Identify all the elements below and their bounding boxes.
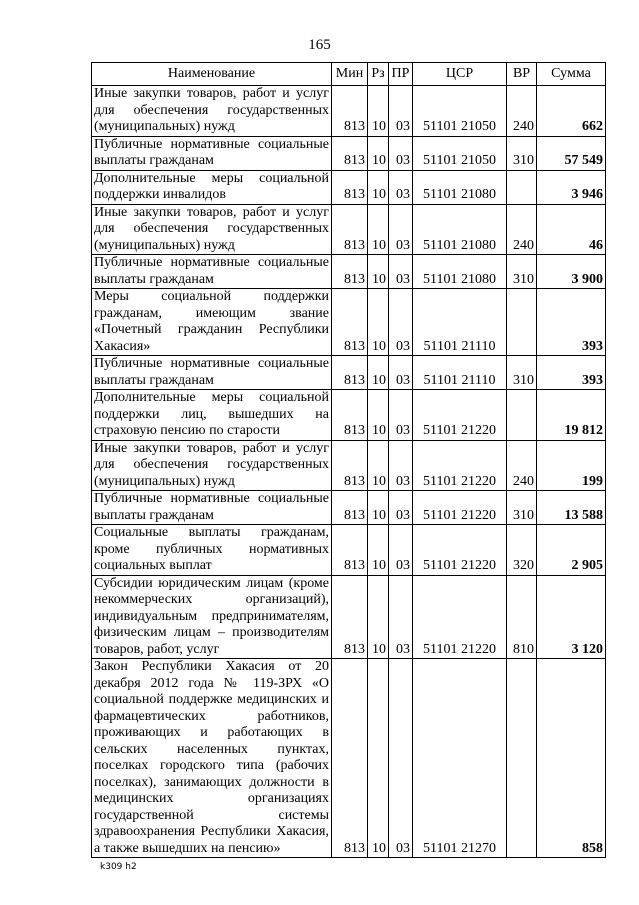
- row-vr: [507, 289, 537, 356]
- table-header-row: [92, 63, 606, 86]
- table-row: [92, 204, 606, 255]
- row-rz: 10: [368, 659, 389, 858]
- table-row: [92, 255, 606, 289]
- header-pr: ПР: [389, 63, 413, 86]
- row-min: 813: [332, 255, 368, 289]
- row-name: Меры социальной поддержки гражданам, имеющим звание «Почетный гражданин Республики Хакасия»: [92, 289, 332, 356]
- table-row: [92, 390, 606, 441]
- row-rz: 10: [368, 491, 389, 525]
- row-vr: 310: [507, 136, 537, 170]
- row-pr: 03: [389, 491, 413, 525]
- row-min: 813: [332, 136, 368, 170]
- row-csr: 51101 21110: [413, 356, 507, 390]
- row-name: Иные закупки товаров, работ и услуг для обеспечения государственных (муниципальных) нужд: [92, 86, 332, 137]
- row-pr: 03: [389, 525, 413, 576]
- table-row: [92, 491, 606, 525]
- row-rz: 10: [368, 86, 389, 137]
- row-name: Закон Республики Хакасия от 20 декабря 2012 года № 119-ЗРХ «О социальной поддержке медицинских и фармацевтических работников, проживающих и работающих в сельских населенных пунктах, поселках городского типа (рабочих поселках), занимающих должности в медицинских организациях государственной системы здравоохранения Республики Хакасия, а также вышедших на пенсию»: [92, 659, 332, 858]
- row-min: 813: [332, 204, 368, 255]
- row-pr: 03: [389, 170, 413, 204]
- row-pr: 03: [389, 255, 413, 289]
- header-csr: ЦСР: [413, 63, 507, 86]
- row-min: 813: [332, 356, 368, 390]
- row-vr: [507, 390, 537, 441]
- row-name: Социальные выплаты гражданам, кроме публичных нормативных социальных выплат: [92, 525, 332, 576]
- row-min: 813: [332, 289, 368, 356]
- row-min: 813: [332, 390, 368, 441]
- row-rz: 10: [368, 356, 389, 390]
- row-pr: 03: [389, 289, 413, 356]
- row-rz: 10: [368, 255, 389, 289]
- row-csr: 51101 21220: [413, 575, 507, 659]
- row-csr: 51101 21080: [413, 204, 507, 255]
- row-name: Публичные нормативные социальные выплаты гражданам: [92, 356, 332, 390]
- header-name: Наименование: [92, 63, 332, 86]
- row-pr: 03: [389, 204, 413, 255]
- row-name: Иные закупки товаров, работ и услуг для обеспечения государственных (муниципальных) нужд: [92, 204, 332, 255]
- header-rz: Рз: [368, 63, 389, 86]
- row-pr: 03: [389, 356, 413, 390]
- row-rz: 10: [368, 204, 389, 255]
- row-pr: 03: [389, 136, 413, 170]
- row-rz: 10: [368, 390, 389, 441]
- table-row: [92, 86, 606, 137]
- row-vr: [507, 170, 537, 204]
- row-vr: 240: [507, 204, 537, 255]
- row-rz: 10: [368, 525, 389, 576]
- table-row: [92, 289, 606, 356]
- row-csr: 51101 21080: [413, 255, 507, 289]
- table-row: [92, 575, 606, 659]
- row-sum: 199: [537, 440, 606, 491]
- row-sum: 858: [537, 659, 606, 858]
- row-min: 813: [332, 659, 368, 858]
- budget-table: [91, 62, 606, 858]
- row-vr: 310: [507, 356, 537, 390]
- row-min: 813: [332, 491, 368, 525]
- row-csr: 51101 21220: [413, 440, 507, 491]
- table-row: [92, 440, 606, 491]
- table-row: [92, 136, 606, 170]
- row-pr: 03: [389, 659, 413, 858]
- row-csr: 51101 21220: [413, 525, 507, 576]
- row-sum: 3 946: [537, 170, 606, 204]
- row-pr: 03: [389, 390, 413, 441]
- row-vr: 310: [507, 491, 537, 525]
- header-vr: ВР: [507, 63, 537, 86]
- page-number: 165: [308, 37, 331, 53]
- row-vr: 320: [507, 525, 537, 576]
- row-name: Публичные нормативные социальные выплаты гражданам: [92, 491, 332, 525]
- row-rz: 10: [368, 170, 389, 204]
- row-rz: 10: [368, 440, 389, 491]
- row-sum: 3 120: [537, 575, 606, 659]
- row-name: Иные закупки товаров, работ и услуг для обеспечения государственных (муниципальных) нужд: [92, 440, 332, 491]
- row-csr: 51101 21220: [413, 390, 507, 441]
- row-sum: 393: [537, 289, 606, 356]
- row-name: Дополнительные меры социальной поддержки инвалидов: [92, 170, 332, 204]
- row-csr: 51101 21050: [413, 136, 507, 170]
- row-name: Субсидии юридическим лицам (кроме некоммерческих организаций), индивидуальным предпринимателям, физическим лицам – производителям товаров, работ, услуг: [92, 575, 332, 659]
- row-min: 813: [332, 170, 368, 204]
- table-row: [92, 659, 606, 858]
- row-min: 813: [332, 525, 368, 576]
- table-row: [92, 170, 606, 204]
- row-name: Публичные нормативные социальные выплаты гражданам: [92, 255, 332, 289]
- row-pr: 03: [389, 440, 413, 491]
- row-vr: 310: [507, 255, 537, 289]
- row-csr: 51101 21080: [413, 170, 507, 204]
- row-name: Публичные нормативные социальные выплаты гражданам: [92, 136, 332, 170]
- header-sum: Сумма: [537, 63, 606, 86]
- row-sum: 3 900: [537, 255, 606, 289]
- row-min: 813: [332, 86, 368, 137]
- row-csr: 51101 21110: [413, 289, 507, 356]
- row-pr: 03: [389, 86, 413, 137]
- row-vr: 810: [507, 575, 537, 659]
- row-sum: 13 588: [537, 491, 606, 525]
- footer-code: k309 h2: [100, 862, 137, 872]
- row-csr: 51101 21220: [413, 491, 507, 525]
- row-name: Дополнительные меры социальной поддержки лиц, вышедших на страховую пенсию по старости: [92, 390, 332, 441]
- row-sum: 662: [537, 86, 606, 137]
- row-rz: 10: [368, 289, 389, 356]
- header-min: Мин: [332, 63, 368, 86]
- row-sum: 393: [537, 356, 606, 390]
- row-sum: 2 905: [537, 525, 606, 576]
- row-pr: 03: [389, 575, 413, 659]
- row-vr: 240: [507, 86, 537, 137]
- row-sum: 46: [537, 204, 606, 255]
- row-csr: 51101 21050: [413, 86, 507, 137]
- row-rz: 10: [368, 136, 389, 170]
- table-row: [92, 356, 606, 390]
- row-vr: 240: [507, 440, 537, 491]
- row-min: 813: [332, 575, 368, 659]
- row-sum: 19 812: [537, 390, 606, 441]
- row-rz: 10: [368, 575, 389, 659]
- row-csr: 51101 21270: [413, 659, 507, 858]
- row-min: 813: [332, 440, 368, 491]
- table-row: [92, 525, 606, 576]
- row-vr: [507, 659, 537, 858]
- row-sum: 57 549: [537, 136, 606, 170]
